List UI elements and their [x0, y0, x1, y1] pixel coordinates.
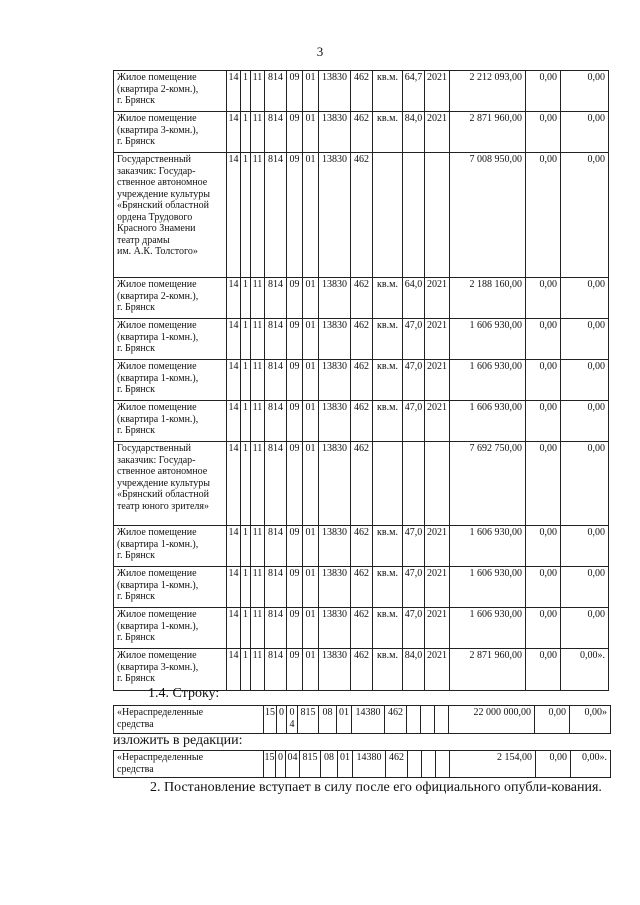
value-cell-1: 0,00 — [526, 319, 561, 360]
value-cell-1: 0,00 — [526, 278, 561, 319]
code-cell-4: 814 — [265, 567, 287, 608]
code-cell-6: 01 — [303, 442, 319, 526]
code-cell-7: 14380 — [352, 706, 385, 734]
code-cell-7: 13830 — [319, 319, 351, 360]
code-cell-8: 462 — [351, 319, 373, 360]
unit-cell: кв.м. — [373, 319, 403, 360]
unit-cell: кв.м. — [373, 71, 403, 112]
unit-cell: кв.м. — [373, 112, 403, 153]
year-cell: 2021 — [425, 401, 450, 442]
code-cell-7: 13830 — [319, 112, 351, 153]
code-cell-5: 09 — [287, 112, 303, 153]
code-cell-7: 13830 — [319, 401, 351, 442]
code-cell-7: 13830 — [319, 71, 351, 112]
table-row — [114, 319, 609, 360]
main-table — [113, 70, 609, 691]
code-cell-6: 01 — [303, 71, 319, 112]
code-cell-2: 1 — [241, 360, 251, 401]
code-cell-1: 14 — [227, 360, 241, 401]
code-cell-2: 0 — [276, 751, 286, 778]
year-cell — [425, 442, 450, 526]
unit-cell — [408, 751, 422, 778]
code-cell-3: 11 — [251, 526, 265, 567]
unit-cell — [373, 153, 403, 278]
code-cell-6: 01 — [303, 319, 319, 360]
year-cell: 2021 — [425, 71, 450, 112]
amount-cell: 22 000 000,00 — [449, 706, 535, 734]
code-cell-2: 1 — [241, 608, 251, 649]
amount-cell: 1 606 930,00 — [450, 360, 526, 401]
unit-cell — [373, 442, 403, 526]
row-name-cell: Жилое помещение (квартира 1-комн.), г. Брянск — [114, 319, 227, 360]
code-cell-4: 814 — [265, 360, 287, 401]
table-row — [114, 526, 609, 567]
code-cell-1: 15 — [264, 751, 276, 778]
code-cell-8: 462 — [351, 360, 373, 401]
row-name-cell: Государственный заказчик: Государ- ственное автономное учреждение культуры «Брянский областной ордена Трудового Красного Знамени театр драмы им. А.К. Толстого» — [114, 153, 227, 278]
area-cell — [403, 153, 425, 278]
unit-cell: кв.м. — [373, 649, 403, 691]
unit-cell: кв.м. — [373, 567, 403, 608]
code-cell-4: 814 — [265, 442, 287, 526]
code-cell-1: 14 — [227, 319, 241, 360]
code-cell-6: 01 — [303, 567, 319, 608]
code-cell-7: 13830 — [319, 442, 351, 526]
code-cell-2: 1 — [241, 71, 251, 112]
unit-cell: кв.м. — [373, 401, 403, 442]
code-cell-3: 11 — [251, 278, 265, 319]
area-cell — [403, 442, 425, 526]
unit-cell — [407, 706, 421, 734]
year-cell: 2021 — [425, 112, 450, 153]
value-cell-1: 0,00 — [526, 442, 561, 526]
page-number: 3 — [316, 44, 324, 59]
row-name-cell: Жилое помещение (квартира 2-комн.), г. Брянск — [114, 71, 227, 112]
code-cell-4: 814 — [265, 153, 287, 278]
code-cell-1: 14 — [227, 608, 241, 649]
code-cell-6: 01 — [303, 278, 319, 319]
value-cell-1: 0,00 — [526, 71, 561, 112]
code-cell-3: 11 — [251, 112, 265, 153]
code-cell-5: 09 — [287, 526, 303, 567]
code-cell-8: 462 — [351, 401, 373, 442]
code-cell-5: 09 — [287, 319, 303, 360]
code-cell-4: 814 — [265, 319, 287, 360]
value-cell-1: 0,00 — [526, 153, 561, 278]
code-cell-7: 13830 — [319, 153, 351, 278]
amount-cell: 1 606 930,00 — [450, 401, 526, 442]
year-cell: 2021 — [425, 649, 450, 691]
code-cell-4: 814 — [265, 649, 287, 691]
code-cell-6: 01 — [303, 401, 319, 442]
value-cell-1: 0,00 — [526, 401, 561, 442]
area-cell — [421, 706, 435, 734]
heading-row-replace: 1.4. Строку: — [148, 686, 220, 701]
value-cell-2: 0,00». — [561, 649, 609, 691]
row-name-cell: Жилое помещение (квартира 3-комн.), г. Брянск — [114, 649, 227, 691]
code-cell-5: 09 — [287, 608, 303, 649]
unit-cell: кв.м. — [373, 608, 403, 649]
value-cell-1: 0,00 — [526, 567, 561, 608]
amount-cell: 1 606 930,00 — [450, 567, 526, 608]
code-cell-8: 462 — [386, 751, 408, 778]
code-cell-1: 14 — [227, 649, 241, 691]
code-cell-8: 462 — [385, 706, 407, 734]
code-cell-6: 01 — [303, 526, 319, 567]
row-name-cell: «Нераспределенные средства — [114, 706, 264, 734]
unit-cell: кв.м. — [373, 278, 403, 319]
code-cell-2: 0 — [277, 706, 287, 734]
code-cell-8: 462 — [351, 567, 373, 608]
code-cell-6: 01 — [303, 649, 319, 691]
amount-cell: 2 212 093,00 — [450, 71, 526, 112]
code-cell-2: 1 — [241, 319, 251, 360]
table-row — [114, 71, 609, 112]
code-cell-5: 08 — [321, 751, 338, 778]
value-cell-2: 0,00 — [561, 567, 609, 608]
table-row — [114, 360, 609, 401]
code-cell-5: 09 — [287, 442, 303, 526]
amount-cell: 1 606 930,00 — [450, 608, 526, 649]
code-cell-3: 11 — [251, 649, 265, 691]
code-cell-4: 815 — [300, 751, 321, 778]
code-cell-2: 1 — [241, 401, 251, 442]
year-cell: 2021 — [425, 278, 450, 319]
table-row — [114, 112, 609, 153]
code-cell-2: 1 — [241, 526, 251, 567]
table-row — [114, 278, 609, 319]
table-row — [114, 442, 609, 526]
row-name-cell: Жилое помещение (квартира 1-комн.), г. Брянск — [114, 526, 227, 567]
row-name-cell: Жилое помещение (квартира 1-комн.), г. Брянск — [114, 608, 227, 649]
year-cell: 2021 — [425, 608, 450, 649]
table-row — [114, 567, 609, 608]
value-cell-1: 0,00 — [526, 526, 561, 567]
code-cell-7: 13830 — [319, 526, 351, 567]
amount-cell: 2 871 960,00 — [450, 112, 526, 153]
code-cell-3: 11 — [251, 608, 265, 649]
value-cell-2: 0,00 — [561, 442, 609, 526]
year-cell: 2021 — [425, 526, 450, 567]
code-cell-7: 14380 — [353, 751, 386, 778]
value-cell-2: 0,00 — [561, 526, 609, 567]
value-cell-1: 0,00 — [536, 751, 571, 778]
row-name-cell: Жилое помещение (квартира 2-комн.), г. Брянск — [114, 278, 227, 319]
old-row-body — [114, 706, 611, 734]
value-cell-1: 0,00 — [526, 112, 561, 153]
area-cell: 47,0 — [403, 360, 425, 401]
value-cell-2: 0,00 — [561, 153, 609, 278]
code-cell-1: 15 — [264, 706, 277, 734]
value-cell-2: 0,00 — [561, 71, 609, 112]
value-cell-2: 0,00 — [561, 112, 609, 153]
code-cell-3: 11 — [251, 401, 265, 442]
code-cell-8: 462 — [351, 112, 373, 153]
year-cell: 2021 — [425, 567, 450, 608]
row-name-cell: Жилое помещение (квартира 3-комн.), г. Брянск — [114, 112, 227, 153]
code-cell-3: 11 — [251, 71, 265, 112]
code-cell-1: 14 — [227, 71, 241, 112]
table-row — [114, 608, 609, 649]
row-name-cell: Жилое помещение (квартира 1-комн.), г. Брянск — [114, 401, 227, 442]
code-cell-6: 01 — [303, 112, 319, 153]
year-cell — [425, 153, 450, 278]
code-cell-6: 01 — [303, 360, 319, 401]
code-cell-3: 11 — [251, 319, 265, 360]
value-cell-2: 0,00 — [561, 360, 609, 401]
row-name-cell: Государственный заказчик: Государ- ственное автономное учреждение культуры «Брянский областной театр юного зрителя» — [114, 442, 227, 526]
value-cell-2: 0,00 — [561, 401, 609, 442]
code-cell-1: 14 — [227, 526, 241, 567]
code-cell-3: 11 — [251, 153, 265, 278]
code-cell-5: 09 — [287, 649, 303, 691]
code-cell-2: 1 — [241, 649, 251, 691]
code-cell-4: 814 — [265, 71, 287, 112]
row-name-cell: Жилое помещение (квартира 1-комн.), г. Брянск — [114, 360, 227, 401]
code-cell-8: 462 — [351, 649, 373, 691]
code-cell-8: 462 — [351, 526, 373, 567]
amount-cell: 1 606 930,00 — [450, 319, 526, 360]
code-cell-8: 462 — [351, 153, 373, 278]
row-name-cell: «Нераспределенные средства — [114, 751, 264, 778]
code-cell-7: 13830 — [319, 278, 351, 319]
year-cell: 2021 — [425, 360, 450, 401]
code-cell-1: 14 — [227, 153, 241, 278]
code-cell-3: 11 — [251, 360, 265, 401]
value-cell-2: 0,00 — [561, 278, 609, 319]
table-row — [114, 153, 609, 278]
value-cell-1: 0,00 — [535, 706, 570, 734]
code-cell-3: 04 — [286, 751, 300, 778]
code-cell-4: 814 — [265, 526, 287, 567]
code-cell-2: 1 — [241, 442, 251, 526]
amount-cell: 7 692 750,00 — [450, 442, 526, 526]
code-cell-2: 1 — [241, 567, 251, 608]
old-row-table — [113, 705, 611, 734]
code-cell-4: 814 — [265, 401, 287, 442]
code-cell-4: 814 — [265, 278, 287, 319]
new-row-table — [113, 750, 611, 778]
value-cell-2: 0,00 — [561, 319, 609, 360]
area-cell: 47,0 — [403, 319, 425, 360]
table-row — [114, 751, 611, 778]
year-cell — [436, 751, 450, 778]
code-cell-5: 09 — [287, 567, 303, 608]
area-cell: 84,0 — [403, 112, 425, 153]
amount-cell: 2 188 160,00 — [450, 278, 526, 319]
code-cell-8: 462 — [351, 278, 373, 319]
amount-cell: 7 008 950,00 — [450, 153, 526, 278]
code-cell-4: 814 — [265, 608, 287, 649]
amount-cell: 1 606 930,00 — [450, 526, 526, 567]
clause-2-text: 2. Постановление вступает в силу после его официального опубли-кования. — [150, 780, 602, 795]
code-cell-5: 09 — [287, 401, 303, 442]
new-row-body — [114, 751, 611, 778]
code-cell-3: 11 — [251, 442, 265, 526]
code-cell-4: 815 — [298, 706, 319, 734]
code-cell-8: 462 — [351, 608, 373, 649]
amount-cell: 2 154,00 — [450, 751, 536, 778]
unit-cell: кв.м. — [373, 526, 403, 567]
code-cell-2: 1 — [241, 112, 251, 153]
value-cell-1: 0,00 — [526, 649, 561, 691]
code-cell-5: 09 — [287, 153, 303, 278]
code-cell-7: 13830 — [319, 567, 351, 608]
value-cell-1: 0,00 — [526, 360, 561, 401]
heading-new-edition: изложить в редакции: — [113, 733, 243, 748]
area-cell: 47,0 — [403, 526, 425, 567]
main-table-body — [114, 71, 609, 691]
area-cell — [422, 751, 436, 778]
table-row — [114, 649, 609, 691]
code-cell-6: 01 — [338, 751, 353, 778]
code-cell-5: 09 — [287, 360, 303, 401]
year-cell: 2021 — [425, 319, 450, 360]
code-cell-8: 462 — [351, 442, 373, 526]
unit-cell: кв.м. — [373, 360, 403, 401]
code-cell-7: 13830 — [319, 649, 351, 691]
code-cell-6: 01 — [303, 153, 319, 278]
area-cell: 84,0 — [403, 649, 425, 691]
code-cell-7: 13830 — [319, 360, 351, 401]
code-cell-5: 08 — [319, 706, 337, 734]
code-cell-4: 814 — [265, 112, 287, 153]
code-cell-5: 09 — [287, 278, 303, 319]
code-cell-3: 0 4 — [287, 706, 298, 734]
area-cell: 64,0 — [403, 278, 425, 319]
code-cell-7: 13830 — [319, 608, 351, 649]
code-cell-2: 1 — [241, 278, 251, 319]
code-cell-1: 14 — [227, 401, 241, 442]
value-cell-2: 0,00 — [561, 608, 609, 649]
code-cell-1: 14 — [227, 278, 241, 319]
code-cell-3: 11 — [251, 567, 265, 608]
amount-cell: 2 871 960,00 — [450, 649, 526, 691]
area-cell: 47,0 — [403, 567, 425, 608]
area-cell: 64,7 — [403, 71, 425, 112]
code-cell-1: 14 — [227, 112, 241, 153]
value-cell-2: 0,00» — [570, 706, 611, 734]
code-cell-1: 14 — [227, 442, 241, 526]
table-row — [114, 401, 609, 442]
code-cell-8: 462 — [351, 71, 373, 112]
value-cell-1: 0,00 — [526, 608, 561, 649]
code-cell-6: 01 — [303, 608, 319, 649]
year-cell — [435, 706, 449, 734]
value-cell-2: 0,00». — [571, 751, 611, 778]
code-cell-5: 09 — [287, 71, 303, 112]
code-cell-2: 1 — [241, 153, 251, 278]
row-name-cell: Жилое помещение (квартира 1-комн.), г. Брянск — [114, 567, 227, 608]
code-cell-6: 01 — [337, 706, 352, 734]
table-row — [114, 706, 611, 734]
code-cell-1: 14 — [227, 567, 241, 608]
area-cell: 47,0 — [403, 401, 425, 442]
area-cell: 47,0 — [403, 608, 425, 649]
